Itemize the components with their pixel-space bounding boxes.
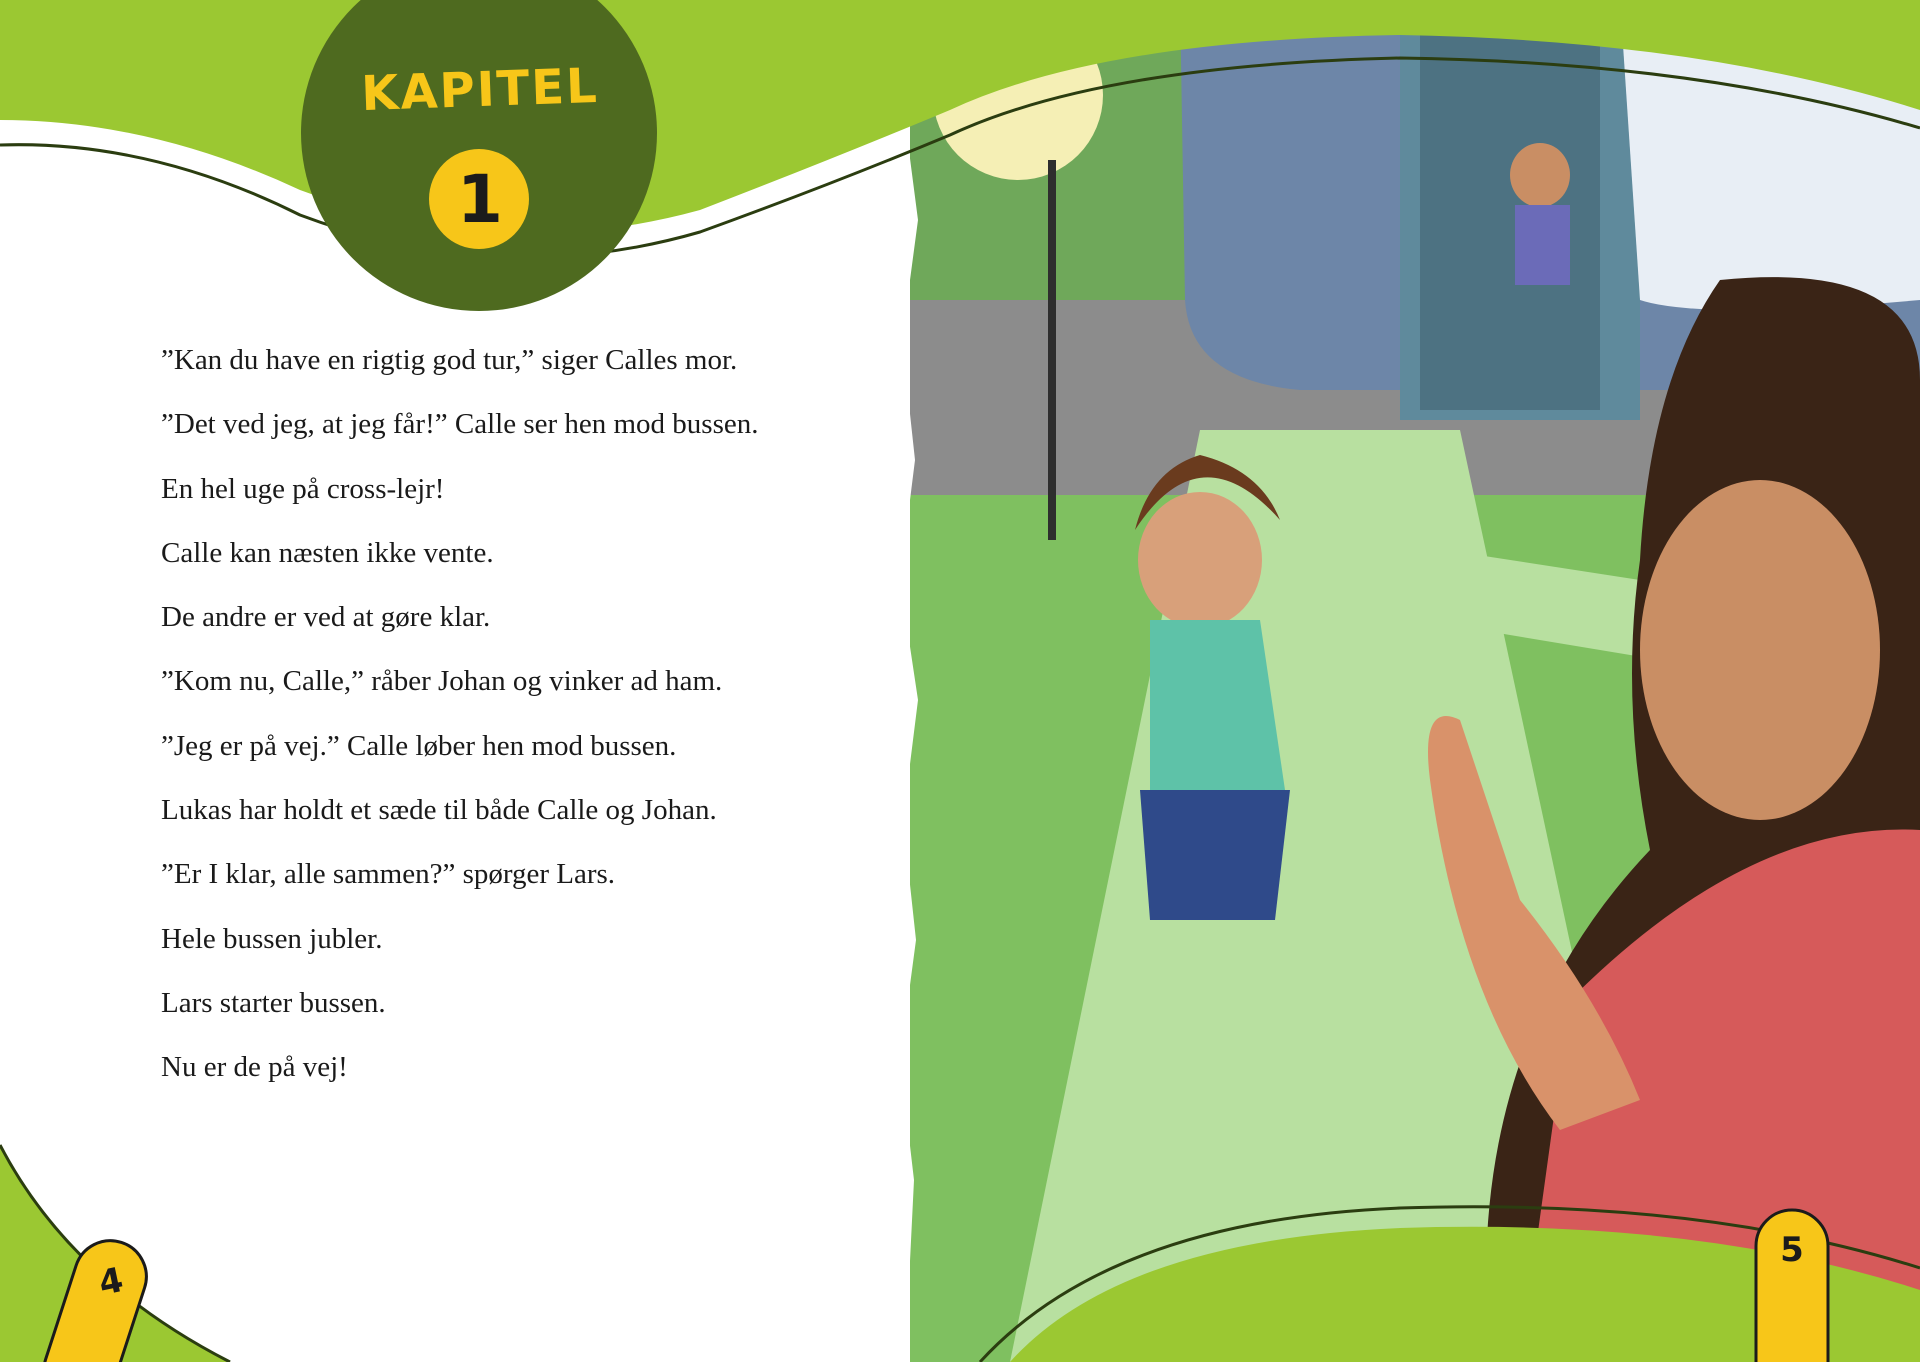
page-number-right: 5: [1780, 1230, 1804, 1270]
story-line: ”Kan du have en rigtig god tur,” siger Calles mor.: [161, 344, 738, 376]
story-line: ”Er I klar, alle sammen?” spørger Lars.: [161, 858, 616, 891]
story-line: En hel uge på cross-lejr!: [161, 472, 445, 505]
page-number-left: 4: [95, 1259, 127, 1305]
story-line: ”Jeg er på vej.” Calle løber hen mod bussen.: [161, 729, 677, 762]
story-line: Nu er de på vej!: [161, 1051, 348, 1084]
story-line: Hele bussen jubler.: [161, 922, 383, 955]
story-line: De andre er ved at gøre klar.: [161, 601, 491, 634]
story-text: [161, 338, 881, 1110]
illustration: [910, 0, 1920, 1362]
story-line: Calle kan næsten ikke vente.: [161, 536, 494, 569]
chapter-number: 1: [457, 161, 503, 238]
story-line: Lars starter bussen.: [161, 986, 386, 1019]
story-line: ”Kom nu, Calle,” råber Johan og vinker ad ham.: [161, 665, 723, 698]
story-line: ”Det ved jeg, at jeg får!” Calle ser hen mod bussen.: [161, 408, 759, 441]
chapter-label: KAPITEL: [360, 57, 600, 123]
story-line: Lukas har holdt et sæde til både Calle og Johan.: [161, 794, 717, 827]
